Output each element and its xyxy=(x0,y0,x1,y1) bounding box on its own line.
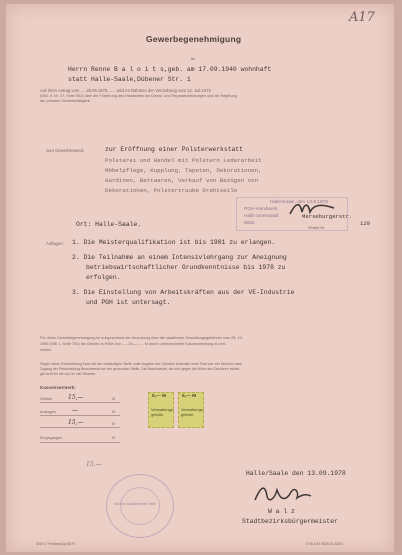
einspruch-line-2: Zugang der Entscheidung Beschwerde bei der genannten Stelle. Die Beschwerde, die sich gegen die Höhe der Gebühren richtet, xyxy=(40,367,241,371)
einspruch-line-3: gilt nicht für die von ihr vier Wochen. xyxy=(40,372,97,376)
zweck-line: Gardinen, Bettwaren, Verkauf von Bezügen von xyxy=(105,177,259,184)
footer-left: III/19 17 Ferdberg Ag 80/79 xyxy=(36,542,75,546)
auflage-line: 1. Die Meisterqualifikation ist bis 1981 zu erlangen. xyxy=(72,239,276,246)
kasse-row-value: — xyxy=(72,407,78,414)
zweck-line: Möbelpflege, Kupplung, Tapeten, Dekorationen, xyxy=(105,167,262,174)
kasse-rule xyxy=(40,402,120,403)
kasse-label: Kassenvermerk: xyxy=(40,385,76,390)
stamp-line: Halle Innenstadt xyxy=(244,214,279,219)
kasse-row-label: Eingegangen xyxy=(40,436,63,440)
revenue-stamp-text: Verwaltungs-gebühr xyxy=(151,407,175,417)
zweck-line: zur Eröffnung einer Polsterwerkstatt xyxy=(105,146,244,153)
person-line: Herrn Renne B a l o i t s,geb. am 17.09.1940 wohnhaft xyxy=(68,66,272,73)
revenue-stamp-value: 5,— M xyxy=(182,394,197,399)
stamp-line: 8082 xyxy=(244,221,255,226)
strasse-label: Straße Nr. xyxy=(308,226,326,230)
revenue-stamp-text: Verwaltungs-gebühr xyxy=(181,407,205,417)
corner-number: A17 xyxy=(349,10,375,25)
kasse-row-label: Auslagen xyxy=(40,410,56,414)
revenue-stamp xyxy=(148,392,174,428)
round-stamp-inner xyxy=(120,487,160,525)
signer-name: W a l z xyxy=(268,508,295,515)
kasse-row-unit: M xyxy=(112,422,116,426)
gebuehr-line-2: 1955 (GBl. I, Seite 781) die Gebühr in Höhe von ......15,—...... M durch unterzeichnete Kassenzeichung zu ent- xyxy=(40,342,226,346)
legal-line-1: (GBl. II, Nr. 47, Seite 592) über die Förderung des Handwerks bei Dienst- und Reparaturleistungen und die Regelung xyxy=(40,94,237,98)
kasse-rule xyxy=(40,427,120,428)
kasse-total: 15,— xyxy=(86,461,102,468)
kasse-row-unit: M xyxy=(112,436,116,440)
auflage-line: und PGH ist untersagt. xyxy=(86,299,171,306)
document-title: Gewerbegenehmigung xyxy=(146,34,242,44)
round-stamp-text: Rat des Stadtbezirkes Halle xyxy=(114,502,156,506)
document-page xyxy=(6,4,394,552)
einspruch-line-1: Gegen diese Entscheidung kann bei der zuständigen Stelle unter Angabe von Gründen innerhalb einer Frist von vier Wochen nach xyxy=(40,362,243,366)
gebuehr-line-1: Für diese Gewerbegenehmigung ist entsprechend der Anordnung über die staatlichen Verwaltungsgebühren vom 28. 10. xyxy=(40,336,243,340)
hausnummer: 129 xyxy=(360,220,371,227)
kasse-row-unit: M xyxy=(112,410,116,414)
legal-line-2: der privaten Gewerbetätigkeit xyxy=(40,99,90,103)
auflage-line: betriebswirtschaftlicher Grundkenntnisse bis 1978 zu xyxy=(86,264,286,271)
address-line: statt Halle-Saale,Dübener Str. 1 xyxy=(68,76,191,83)
kasse-row-value: 15,— xyxy=(68,419,84,426)
auflage-line: 3. Die Einstellung von Arbeitskräften aus der VE-Industrie xyxy=(72,289,295,296)
kasse-row-unit: M xyxy=(112,397,116,401)
strasse-text: Merseburgerstr. xyxy=(302,213,353,220)
stamp-line: PGH-Handwerk xyxy=(244,207,278,212)
kasse-row-value: 15,— xyxy=(68,394,84,401)
revenue-stamp-value: 5,— M xyxy=(152,394,167,399)
place-date: Halle/Saale den 13.09.1978 xyxy=(246,470,346,477)
zweck-line: Dekorationen, Polstertraube Drahtseile xyxy=(105,187,238,194)
signer-title: Stadtbezirksbürgermeister xyxy=(242,518,338,525)
footer-right: G 90-6 KE 8026 ID-22004 xyxy=(306,542,343,546)
auflage-line: 2. Die Teilnahme an einem Intensivlehrgang zur Aneignung xyxy=(72,254,287,261)
kasse-rule xyxy=(40,442,120,443)
stamp-line: Halle/Saale, den 13.9.1978 xyxy=(270,200,328,205)
ort-line: Ort: Halle-Saale. xyxy=(76,221,142,228)
antrag-line: Auf Ihren Antrag vom .....28.06.1978....... wird im Rahmen der Verordnung vom 12. Juli 1972 xyxy=(40,88,211,93)
round-stamp xyxy=(106,474,174,538)
auflage-line: erfolgen. xyxy=(86,274,121,281)
zweck-line: Polsterei und Handel mit Polstern Lederarbeit xyxy=(105,157,262,164)
signature xyxy=(251,482,313,508)
auflagen-label: Auflagen: xyxy=(46,241,64,246)
gebuehr-line-3: richten. xyxy=(40,348,53,352)
revenue-stamp xyxy=(178,392,204,428)
kasse-rule xyxy=(40,415,120,416)
fuer-label: für xyxy=(191,57,196,61)
zweck-label: zum Gewerbezweck xyxy=(46,148,84,153)
kasse-row-label: Gebühr xyxy=(40,397,53,401)
